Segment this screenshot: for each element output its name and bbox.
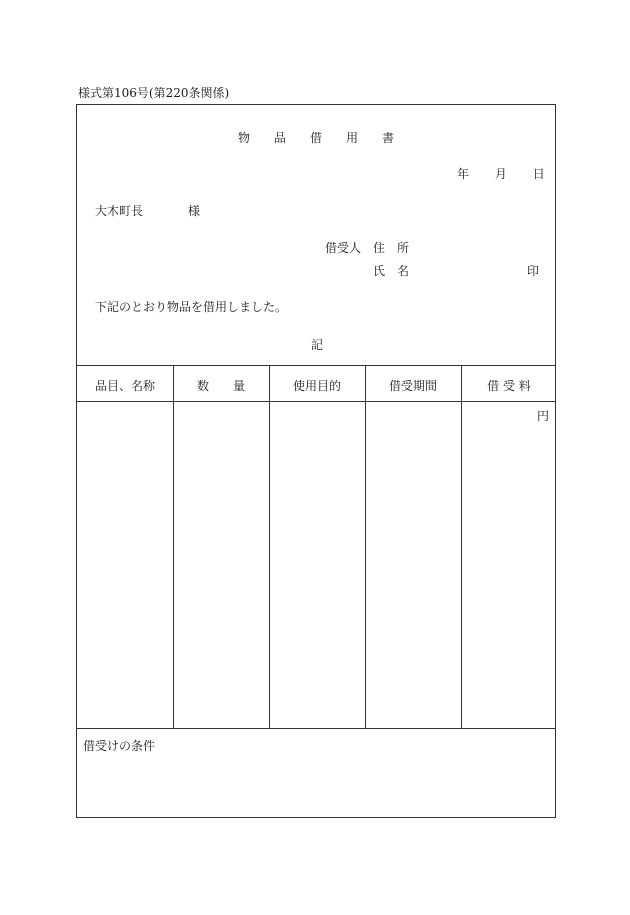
borrower-address-label: 住 所 bbox=[373, 241, 410, 255]
form-number: 様式第106号(第220条関係) bbox=[78, 86, 230, 100]
title-char: 書 bbox=[382, 131, 395, 145]
borrower-name-label: 氏 名 bbox=[373, 264, 410, 278]
form-title bbox=[77, 129, 555, 146]
header-purpose: 使用目的 bbox=[292, 379, 341, 393]
title-char: 品 bbox=[273, 131, 286, 145]
table-bottom-border bbox=[77, 728, 555, 729]
date-day-label: 日 bbox=[532, 167, 545, 181]
fee-unit: 円 bbox=[537, 409, 550, 423]
table-top-border bbox=[77, 365, 555, 366]
date-line bbox=[457, 165, 545, 182]
borrower-label: 借受人 bbox=[325, 241, 362, 255]
table-header-divider bbox=[77, 401, 555, 402]
header-quantity: 数 量 bbox=[196, 379, 245, 393]
header-period: 借受期間 bbox=[388, 379, 437, 393]
title-char: 用 bbox=[346, 131, 359, 145]
statement-text: 下記のとおり物品を借用しました。 bbox=[95, 300, 288, 314]
date-year-label: 年 bbox=[457, 167, 470, 181]
column-divider bbox=[365, 365, 366, 728]
title-char: 物 bbox=[237, 131, 250, 145]
header-fee: 借 受 料 bbox=[487, 379, 531, 393]
addressee-name: 大木町長 bbox=[95, 204, 144, 218]
header-item-name: 品目、名称 bbox=[94, 379, 155, 393]
addressee-honorific: 様 bbox=[188, 204, 201, 218]
column-divider bbox=[461, 365, 462, 728]
conditions-label: 借受けの条件 bbox=[83, 739, 156, 753]
date-month-label: 月 bbox=[494, 167, 507, 181]
ki-label: 記 bbox=[311, 338, 324, 352]
seal-label: 印 bbox=[527, 264, 540, 278]
form-frame bbox=[76, 104, 556, 818]
column-divider bbox=[173, 365, 174, 728]
column-divider bbox=[269, 365, 270, 728]
title-char: 借 bbox=[309, 131, 322, 145]
